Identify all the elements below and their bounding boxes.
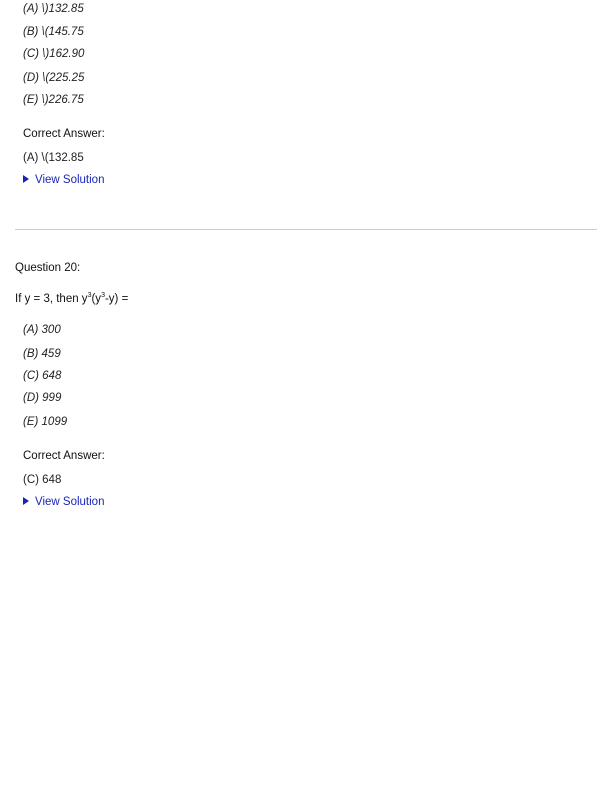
q20-correct-answer-label: Correct Answer: — [23, 450, 105, 462]
q20-option-c: (C) 648 — [23, 370, 62, 382]
q19-option-d: (D) \(225.25 — [23, 72, 85, 84]
q19-view-solution-link[interactable] — [23, 174, 104, 186]
q20-text-suffix: -y) = — [104, 293, 129, 305]
q20-option-a: (A) 300 — [23, 324, 61, 336]
q20-option-d: (D) 999 — [23, 392, 62, 404]
q20-title: Question 20: — [15, 262, 81, 274]
q20-text-mid: (y — [91, 293, 102, 305]
q19-correct-answer-label: Correct Answer: — [23, 128, 105, 140]
section-divider — [15, 229, 597, 230]
q19-option-b: (B) \(145.75 — [23, 26, 84, 38]
q20-text-prefix: If y = 3, then y — [15, 293, 88, 305]
q19-option-e: (E) \)226.75 — [23, 94, 84, 106]
q20-option-e: (E) 1099 — [23, 416, 68, 428]
q19-view-solution-label: View Solution — [35, 174, 105, 186]
q20-option-b: (B) 459 — [23, 348, 61, 360]
q20-question-text — [15, 293, 128, 305]
disclosure-triangle-icon — [23, 175, 29, 183]
q19-correct-answer-value: (A) \(132.85 — [23, 152, 84, 164]
disclosure-triangle-icon — [23, 497, 29, 505]
q20-view-solution-label: View Solution — [35, 496, 105, 508]
q20-exponent-1: 3 — [87, 292, 92, 299]
q20-correct-answer-value: (C) 648 — [23, 474, 62, 486]
q20-exponent-2: 3 — [101, 292, 105, 299]
q20-view-solution-link[interactable] — [23, 496, 104, 508]
q19-option-c: (C) \)162.90 — [23, 48, 85, 60]
q19-option-a: (A) \)132.85 — [23, 3, 84, 15]
